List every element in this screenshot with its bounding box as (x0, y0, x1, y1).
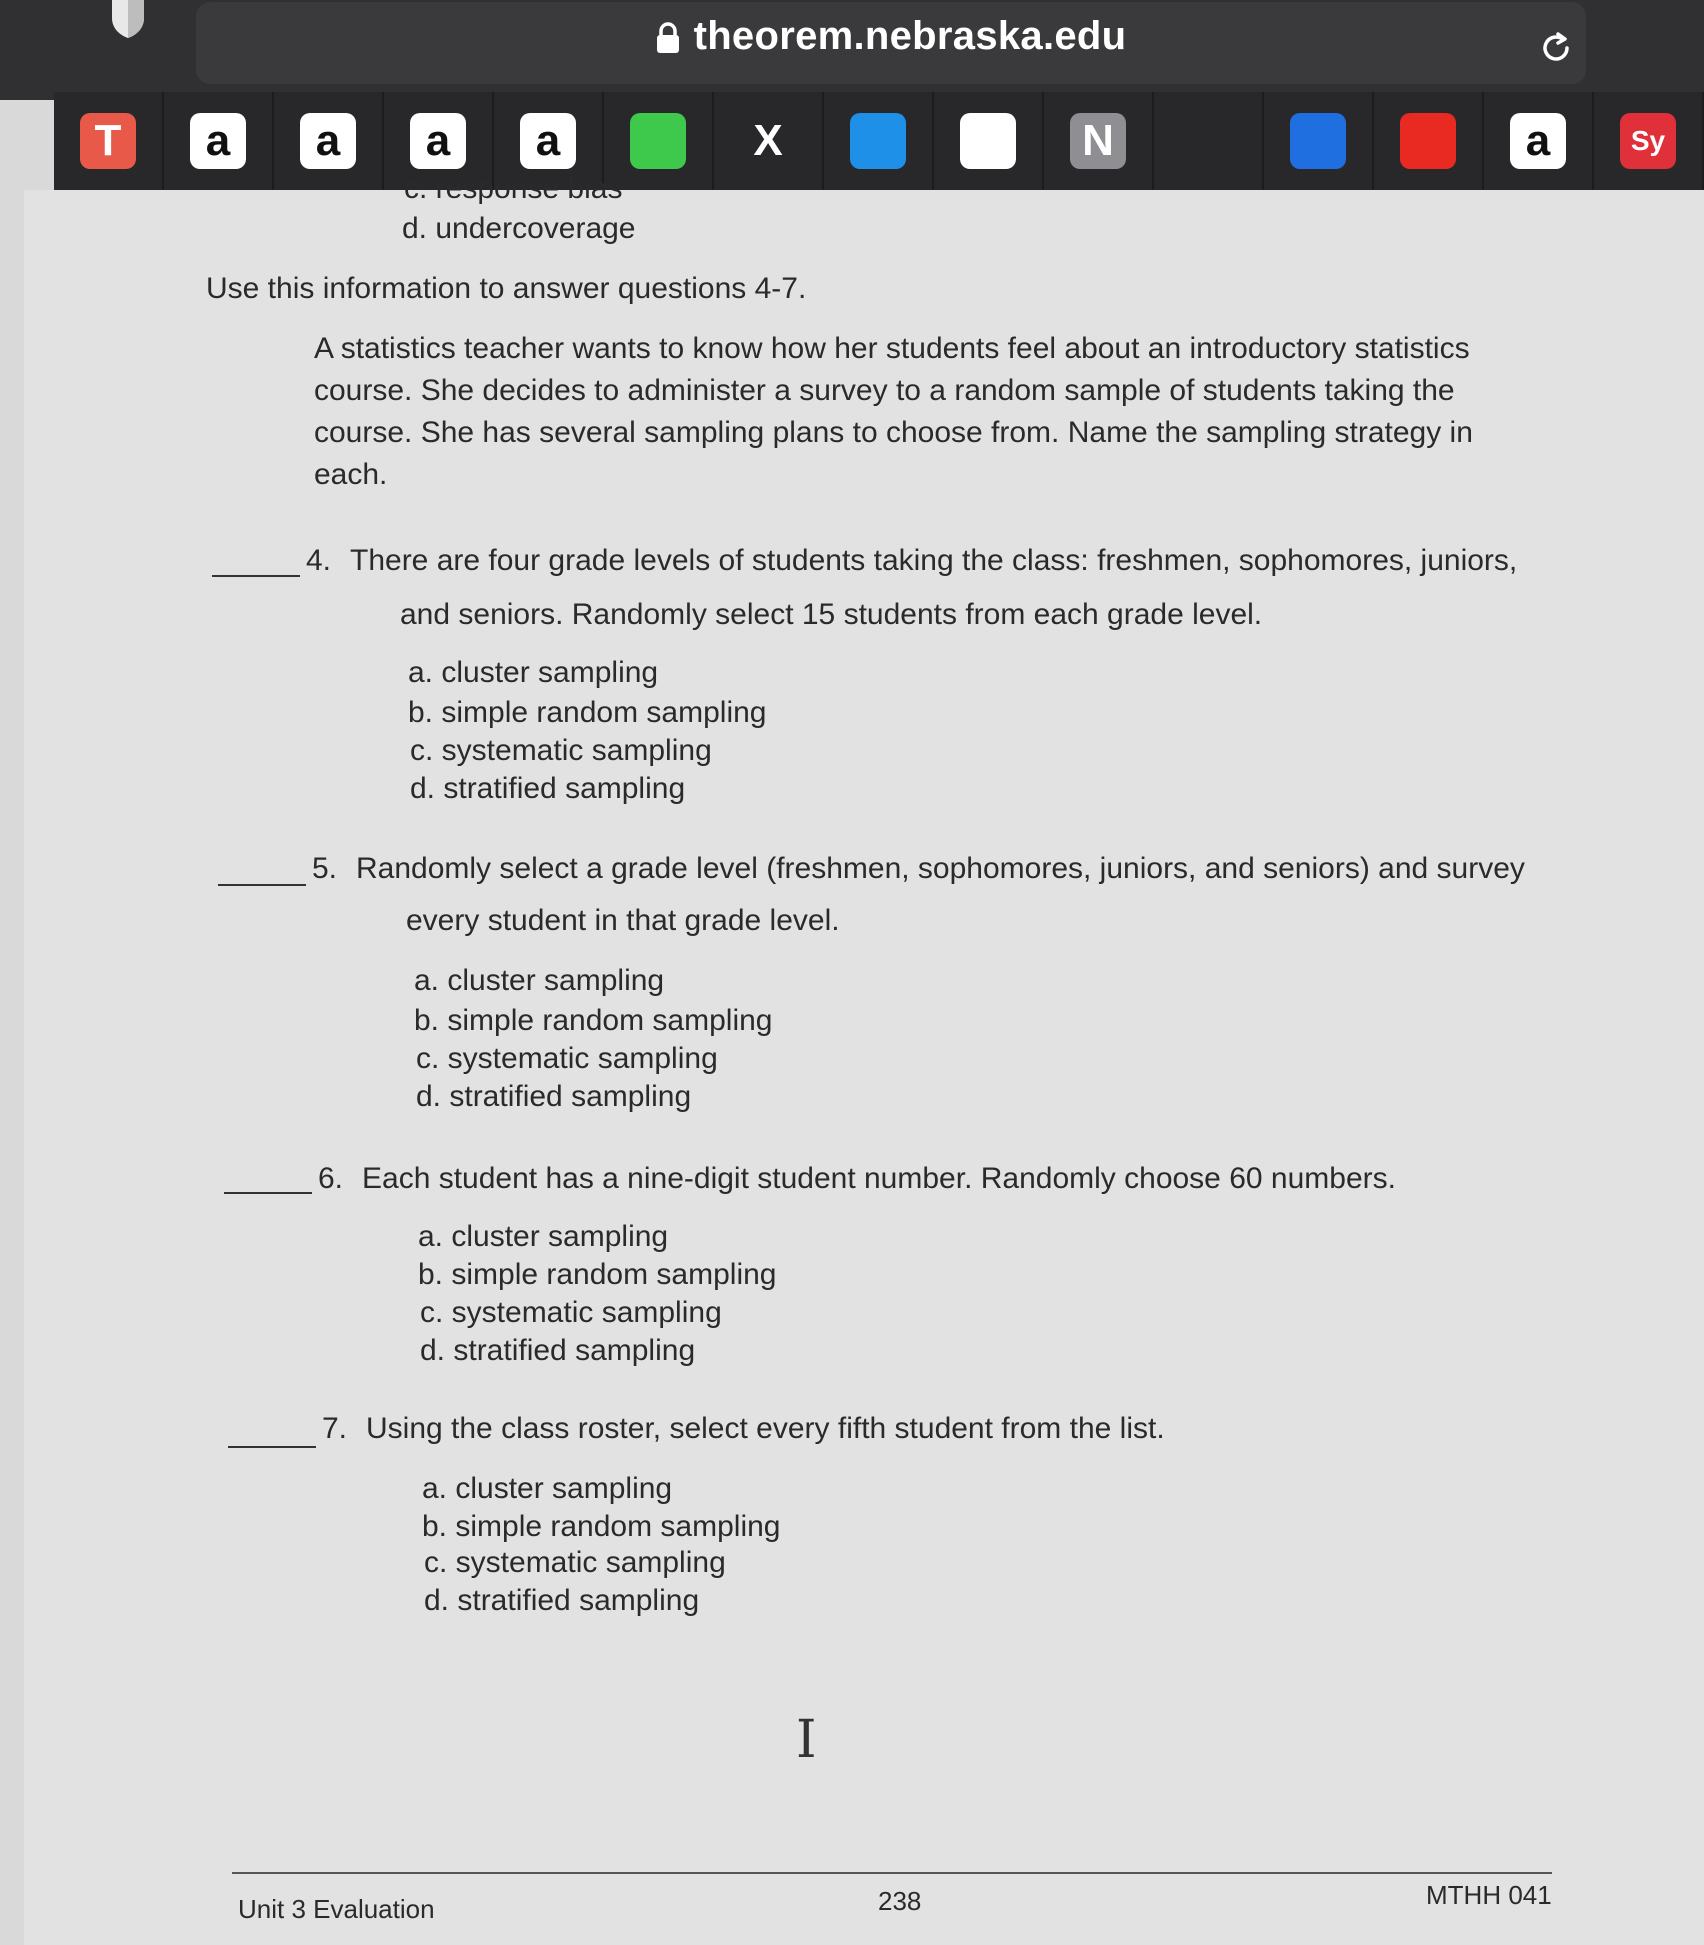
browser-toolbar (0, 0, 1704, 100)
amazon-icon: a (1510, 113, 1566, 169)
android-icon (630, 113, 686, 169)
answer-blank-5[interactable] (218, 884, 306, 886)
question-5-option-a: a. cluster sampling (414, 964, 665, 997)
amazon-icon: a (410, 113, 466, 169)
question-5-option-c: c. systematic sampling (416, 1042, 718, 1075)
question-6-option-c: c. systematic sampling (420, 1296, 722, 1329)
question-5-text: Randomly select a grade level (freshmen, sophomores, juniors, and seniors) and survey (356, 852, 1525, 885)
prev-option-c: c. response bias (404, 172, 623, 205)
question-7-option-d: d. stratified sampling (424, 1584, 700, 1617)
favorite-2[interactable] (274, 92, 384, 190)
youtube-icon (1400, 113, 1456, 169)
question-7-text: Using the class roster, select every fifth student from the list. (366, 1412, 1165, 1445)
question-6-option-b: b. simple random sampling (418, 1258, 777, 1291)
question-4-text: There are four grade levels of students taking the class: freshmen, sophomores, juniors, (350, 544, 1518, 577)
favorite-13[interactable] (1484, 92, 1594, 190)
question-4-option-b: b. simple random sampling (408, 696, 767, 729)
favorite-14[interactable] (1594, 92, 1704, 190)
pen-icon (1180, 113, 1236, 169)
instructions: Use this information to answer questions 4-7. (206, 272, 807, 305)
question-6-option-a: a. cluster sampling (418, 1220, 669, 1253)
favorite-0[interactable] (54, 92, 164, 190)
lock-icon (656, 22, 680, 54)
answer-blank-7[interactable] (228, 1446, 316, 1448)
favorite-11[interactable] (1264, 92, 1374, 190)
x-icon: X (753, 116, 783, 165)
question-4-option-d: d. stratified sampling (410, 772, 686, 805)
favorite-1[interactable] (164, 92, 274, 190)
amazon-icon: a (520, 113, 576, 169)
question-5-text-cont: every student in that grade level. (406, 904, 840, 937)
reload-icon[interactable] (1536, 28, 1576, 68)
question-6-text: Each student has a nine-digit student number. Randomly choose 60 numbers. (362, 1162, 1396, 1195)
favorite-7[interactable] (824, 92, 934, 190)
question-5-option-b: b. simple random sampling (414, 1004, 773, 1037)
question-7-option-b: b. simple random sampling (422, 1510, 781, 1543)
bookmark-icon (1290, 113, 1346, 169)
question-7-number: 7. (322, 1412, 348, 1445)
question-4-option-a: a. cluster sampling (408, 656, 659, 689)
question-4-number: 4. (306, 544, 332, 577)
footer-left: Unit 3 Evaluation (238, 1894, 435, 1924)
todoist-icon: T (80, 113, 136, 169)
question-4-text-cont: and seniors. Randomly select 15 students from each grade level. (400, 598, 1263, 631)
privacy-shield-icon[interactable] (108, 0, 148, 40)
favorites-bar (54, 92, 1704, 190)
car-icon (960, 113, 1016, 169)
page-number: 238 (878, 1886, 922, 1916)
address-bar[interactable] (196, 2, 1586, 84)
question-7-option-c: c. systematic sampling (424, 1546, 726, 1579)
question-6-option-d: d. stratified sampling (420, 1334, 696, 1367)
question-5-option-d: d. stratified sampling (416, 1080, 692, 1113)
prev-option-d: d. undercoverage (402, 212, 636, 245)
url-text: theorem.nebraska.edu (693, 14, 1127, 58)
notion-icon: N (1070, 113, 1126, 169)
favorite-12[interactable] (1374, 92, 1484, 190)
text-cursor-icon: I (796, 1710, 817, 1770)
favorite-9[interactable] (1044, 92, 1154, 190)
favorite-6[interactable] (714, 92, 824, 190)
question-6-number: 6. (318, 1162, 344, 1195)
favorite-8[interactable] (934, 92, 1044, 190)
amazon-icon: a (300, 113, 356, 169)
favorite-10[interactable] (1154, 92, 1264, 190)
question-5-number: 5. (312, 852, 338, 885)
question-7-option-a: a. cluster sampling (422, 1472, 673, 1505)
question-4-option-c: c. systematic sampling (410, 734, 712, 767)
footer-divider (232, 1872, 1552, 1874)
scenario-paragraph: A statistics teacher wants to know how her students feel about an introductory statistics course. She decides to administer a survey to a random sample of students taking the course. She has several sampling plans to choose from. Name the sampling strategy in each. (314, 332, 1473, 491)
footer-right: MTHH 041 (1426, 1880, 1552, 1910)
answer-blank-4[interactable] (212, 575, 300, 577)
answer-blank-6[interactable] (224, 1192, 312, 1194)
chat-bubble-icon (850, 113, 906, 169)
amazon-icon: a (190, 113, 246, 169)
symbolab-icon: Sy (1620, 113, 1676, 169)
